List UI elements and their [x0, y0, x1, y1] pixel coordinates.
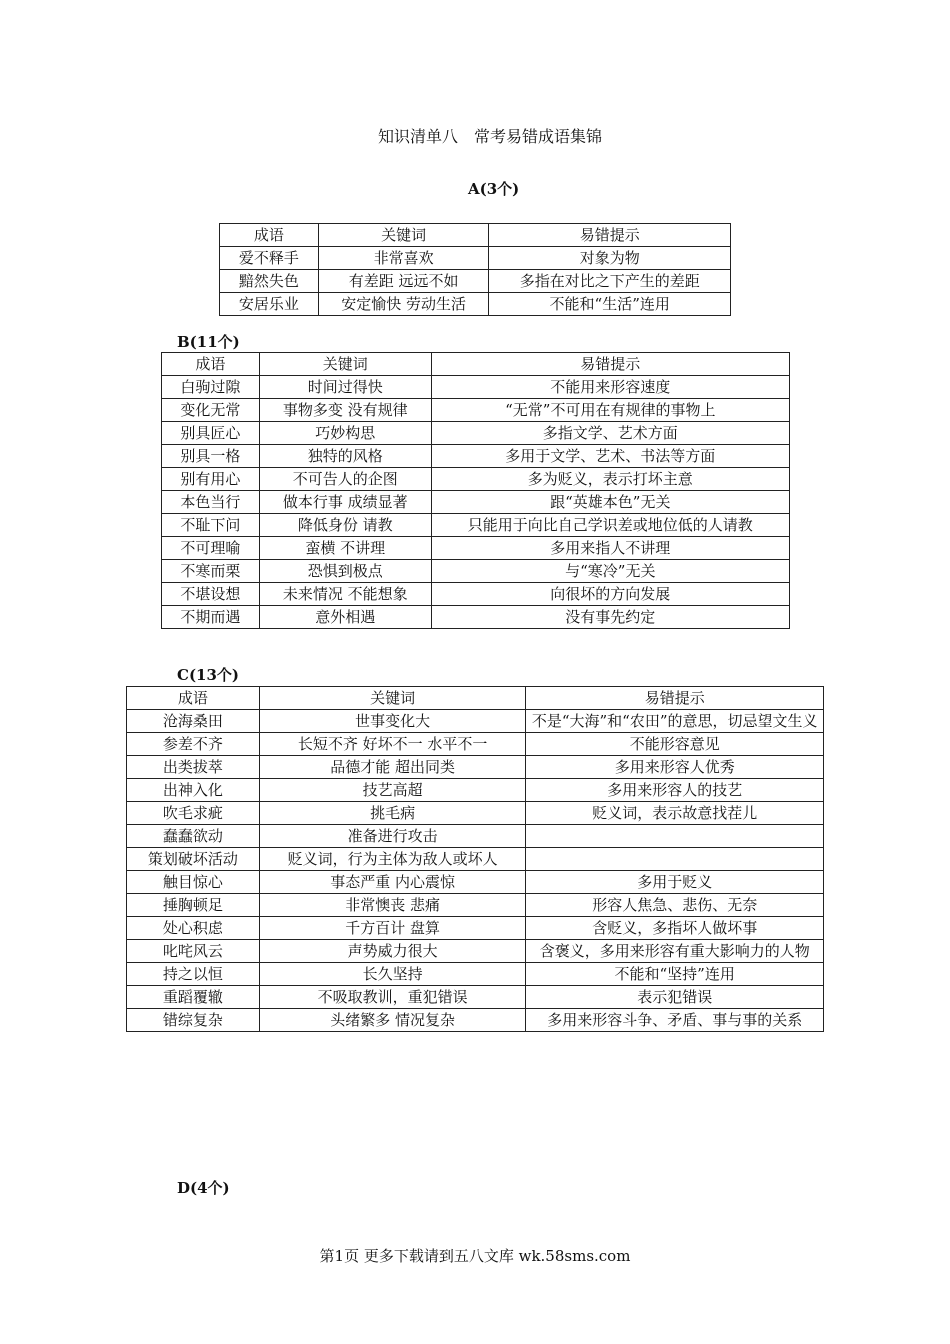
keyword-cell: 技艺高超	[259, 779, 526, 802]
table-row	[162, 606, 790, 629]
tip-cell: 与“寒冷”无关	[431, 560, 789, 583]
idiom-cell: 别具匠心	[162, 422, 260, 445]
table-row	[127, 963, 824, 986]
idiom-cell: 黯然失色	[220, 270, 319, 293]
idiom-cell: 捶胸顿足	[127, 894, 260, 917]
table-row	[127, 733, 824, 756]
tip-cell: 不能和“坚持”连用	[526, 963, 824, 986]
tip-cell: 不能形容意见	[526, 733, 824, 756]
idiom-cell: 触目惊心	[127, 871, 260, 894]
idiom-table-b	[161, 352, 790, 629]
tip-cell: 含褒义，多用来形容有重大影响力的人物	[526, 940, 824, 963]
idiom-cell: 重蹈覆辙	[127, 986, 260, 1009]
section-c-label: C(13个)	[177, 666, 240, 684]
keyword-cell: 世事变化大	[259, 710, 526, 733]
header-idiom: 成语	[220, 224, 319, 247]
idiom-cell: 策划破坏活动	[127, 848, 260, 871]
keyword-cell: 巧妙构思	[259, 422, 431, 445]
idiom-cell: 沧海桑田	[127, 710, 260, 733]
table-row	[127, 710, 824, 733]
keyword-cell: 挑毛病	[259, 802, 526, 825]
section-d-label: D(4个)	[177, 1179, 230, 1197]
page-title: 知识清单八 常考易错成语集锦	[377, 127, 602, 146]
keyword-cell: 蛮横 不讲理	[259, 537, 431, 560]
tip-cell: 多用来形容人优秀	[526, 756, 824, 779]
section-b-label: B(11个)	[177, 333, 240, 351]
keyword-cell: 长久坚持	[259, 963, 526, 986]
table-row	[127, 848, 824, 871]
tip-cell: 不能用来形容速度	[431, 376, 789, 399]
keyword-cell: 时间过得快	[259, 376, 431, 399]
tip-cell: 没有事先约定	[431, 606, 789, 629]
tip-cell: 不能和“生活”连用	[489, 293, 731, 316]
keyword-cell: 品德才能 超出同类	[259, 756, 526, 779]
table-row	[220, 270, 731, 293]
table-row	[127, 940, 824, 963]
idiom-cell: 别有用心	[162, 468, 260, 491]
table-header-row	[162, 353, 790, 376]
tip-cell: 多用来指人不讲理	[431, 537, 789, 560]
idiom-cell: 别具一格	[162, 445, 260, 468]
idiom-cell: 不期而遇	[162, 606, 260, 629]
idiom-table-c	[126, 686, 824, 1032]
table-row	[162, 583, 790, 606]
table-row	[162, 422, 790, 445]
header-keyword: 关键词	[318, 224, 489, 247]
idiom-cell: 错综复杂	[127, 1009, 260, 1032]
keyword-cell: 准备进行攻击	[259, 825, 526, 848]
table-row	[162, 468, 790, 491]
page-footer: 第1页 更多下载请到五八文库 wk.58sms.com	[319, 1247, 631, 1265]
table-row	[127, 894, 824, 917]
table-row	[127, 825, 824, 848]
keyword-cell: 意外相遇	[259, 606, 431, 629]
table-row	[220, 293, 731, 316]
table-row	[162, 537, 790, 560]
keyword-cell: 独特的风格	[259, 445, 431, 468]
tip-cell: 多指在对比之下产生的差距	[489, 270, 731, 293]
tip-cell: 多用来形容人的技艺	[526, 779, 824, 802]
keyword-cell: 长短不齐 好坏不一 水平不一	[259, 733, 526, 756]
keyword-cell: 安定愉快 劳动生活	[318, 293, 489, 316]
table-row	[127, 779, 824, 802]
idiom-cell: 吹毛求疵	[127, 802, 260, 825]
rows	[162, 376, 790, 629]
idiom-cell: 蠢蠢欲动	[127, 825, 260, 848]
idiom-cell: 爱不释手	[220, 247, 319, 270]
tip-cell: 含贬义，多指坏人做坏事	[526, 917, 824, 940]
keyword-cell: 非常喜欢	[318, 247, 489, 270]
rows	[220, 247, 731, 316]
header-idiom: 成语	[127, 687, 260, 710]
table-row	[127, 756, 824, 779]
idiom-cell: 处心积虑	[127, 917, 260, 940]
table-row	[127, 802, 824, 825]
keyword-cell: 有差距 远远不如	[318, 270, 489, 293]
tip-cell: 只能用于向比自己学识差或地位低的人请教	[431, 514, 789, 537]
table-row	[162, 445, 790, 468]
table-row	[162, 491, 790, 514]
idiom-cell: 出类拔萃	[127, 756, 260, 779]
keyword-cell: 未来情况 不能想象	[259, 583, 431, 606]
idiom-cell: 白驹过隙	[162, 376, 260, 399]
tip-cell: 贬义词，表示故意找茬儿	[526, 802, 824, 825]
tip-cell: 多用于文学、艺术、书法等方面	[431, 445, 789, 468]
idiom-cell: 出神入化	[127, 779, 260, 802]
idiom-cell: 本色当行	[162, 491, 260, 514]
section-a-label: A(3个)	[468, 180, 520, 198]
keyword-cell: 非常懊丧 悲痛	[259, 894, 526, 917]
table-row	[162, 514, 790, 537]
keyword-cell: 头绪繁多 情况复杂	[259, 1009, 526, 1032]
header-tip: 易错提示	[526, 687, 824, 710]
table-row	[127, 917, 824, 940]
table-row	[127, 1009, 824, 1032]
keyword-cell: 千方百计 盘算	[259, 917, 526, 940]
tip-cell: 向很坏的方向发展	[431, 583, 789, 606]
keyword-cell: 恐惧到极点	[259, 560, 431, 583]
keyword-cell: 做本行事 成绩显著	[259, 491, 431, 514]
idiom-cell: 不可理喻	[162, 537, 260, 560]
tip-cell: “无常”不可用在有规律的事物上	[431, 399, 789, 422]
tip-cell: 形容人焦急、悲伤、无奈	[526, 894, 824, 917]
keyword-cell: 事态严重 内心震惊	[259, 871, 526, 894]
idiom-cell: 不寒而栗	[162, 560, 260, 583]
keyword-cell: 事物多变 没有规律	[259, 399, 431, 422]
header-keyword: 关键词	[259, 353, 431, 376]
idiom-cell: 不耻下问	[162, 514, 260, 537]
idiom-cell: 安居乐业	[220, 293, 319, 316]
rows	[127, 710, 824, 1032]
tip-cell	[526, 848, 824, 871]
idiom-cell: 变化无常	[162, 399, 260, 422]
keyword-cell: 不可告人的企图	[259, 468, 431, 491]
table-header-row	[220, 224, 731, 247]
idiom-cell: 不堪设想	[162, 583, 260, 606]
tip-cell: 跟“英雄本色”无关	[431, 491, 789, 514]
tip-cell: 表示犯错误	[526, 986, 824, 1009]
table-row	[162, 560, 790, 583]
tip-cell: 多用来形容斗争、矛盾、事与事的关系	[526, 1009, 824, 1032]
table-row	[220, 247, 731, 270]
tip-cell: 不是“大海”和“农田”的意思，切忌望文生义	[526, 710, 824, 733]
tip-cell: 多用于贬义	[526, 871, 824, 894]
keyword-cell: 声势威力很大	[259, 940, 526, 963]
header-tip: 易错提示	[431, 353, 789, 376]
table-row	[162, 399, 790, 422]
idiom-table-a	[219, 223, 731, 316]
table-row	[127, 986, 824, 1009]
tip-cell: 多指文学、艺术方面	[431, 422, 789, 445]
tip-cell	[526, 825, 824, 848]
keyword-cell: 降低身份 请教	[259, 514, 431, 537]
idiom-cell: 持之以恒	[127, 963, 260, 986]
keyword-cell: 贬义词，行为主体为敌人或坏人	[259, 848, 526, 871]
table-row	[162, 376, 790, 399]
table-header-row	[127, 687, 824, 710]
header-keyword: 关键词	[259, 687, 526, 710]
tip-cell: 多为贬义，表示打坏主意	[431, 468, 789, 491]
header-tip: 易错提示	[489, 224, 731, 247]
keyword-cell: 不吸取教训，重犯错误	[259, 986, 526, 1009]
tip-cell: 对象为物	[489, 247, 731, 270]
header-idiom: 成语	[162, 353, 260, 376]
idiom-cell: 叱咤风云	[127, 940, 260, 963]
table-row	[127, 871, 824, 894]
idiom-cell: 参差不齐	[127, 733, 260, 756]
